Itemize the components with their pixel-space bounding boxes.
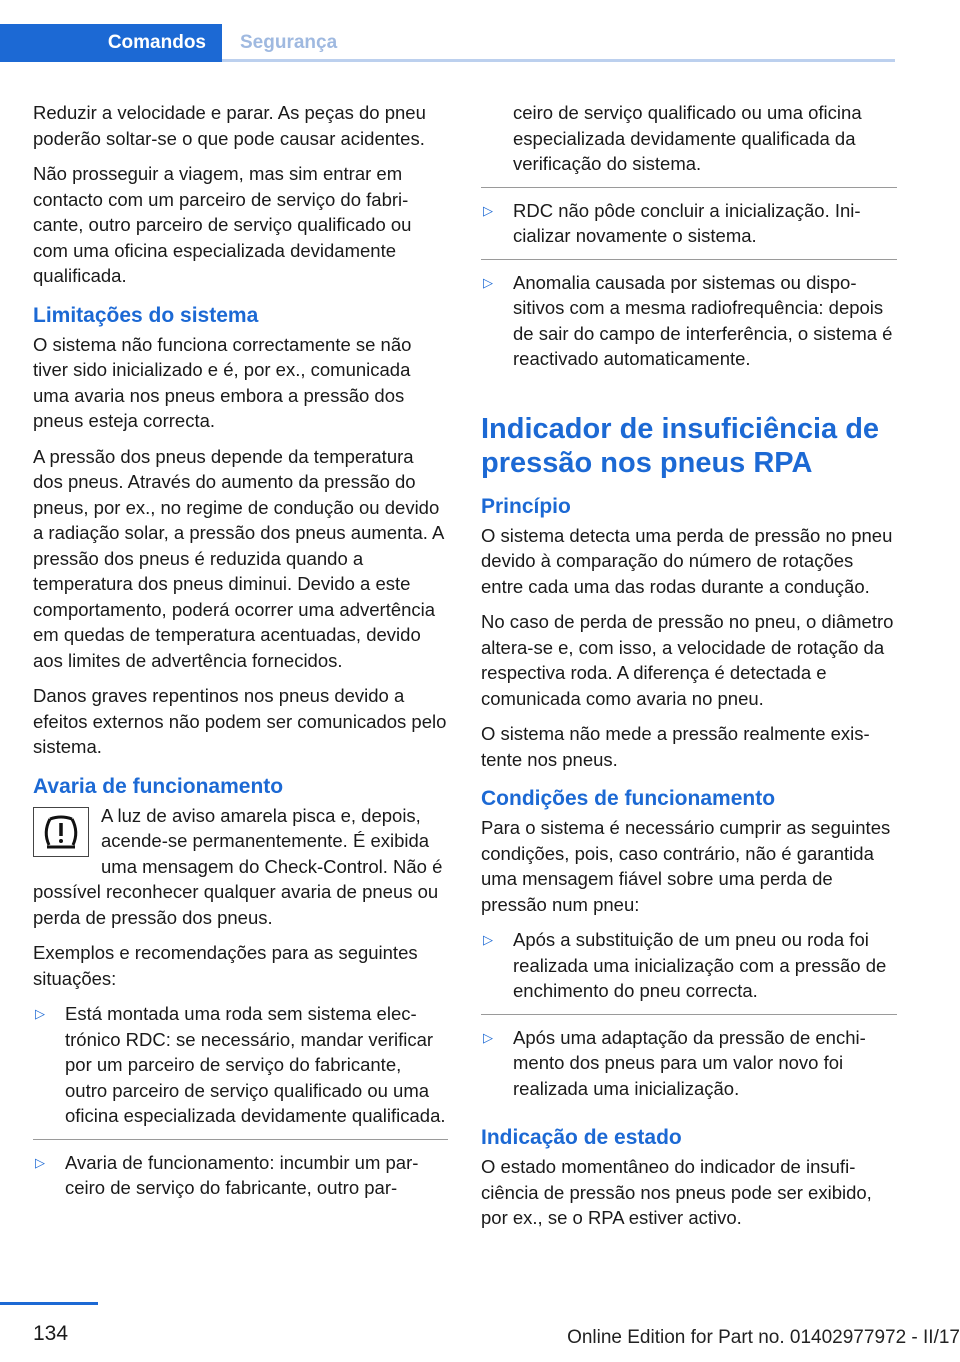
list-item: ▷ Está montada uma roda sem sistema electrónico RDC: se necessário, mandar verificar por um parceiro de serviço do fabricante, outro parceiro de serviço qualificado ou uma oficina especializada devidamente qualificada. — [33, 1001, 448, 1140]
heading-limitacoes: Limitações do sistema — [33, 303, 259, 327]
list-item-continuation: ceiro de serviço qualificado ou uma oficina especializada devidamente qualificada da verificação do sistema. — [481, 100, 897, 188]
heading-rpa: Indicador de insuficiência de pressão nos pneus RPA — [481, 412, 880, 479]
triangle-bullet-icon: ▷ — [35, 1006, 45, 1021]
right-column — [481, 100, 897, 1241]
bullet-list — [481, 927, 897, 1111]
paragraph: O estado momentâneo do indicador de insuficiência de pressão nos pneus pode ser exibido, por ex., se o RPA estiver activo. — [481, 1156, 872, 1228]
footer-rule — [0, 1302, 98, 1305]
triangle-bullet-icon: ▷ — [35, 1154, 45, 1170]
paragraph: A luz de aviso amarela pisca e, depois, acende-se permanentemente. É exibida uma mensagem do Check-Control. Não é possível reconhecer qualquer avaria de pneus ou perda de pressão dos pneus. — [33, 804, 443, 928]
tab-comandos[interactable]: Comandos — [0, 24, 222, 62]
paragraph: O sistema não mede a pressão realmente existente nos pneus. — [481, 723, 870, 770]
heading-indicacao: Indicação de estado — [481, 1126, 682, 1149]
triangle-bullet-icon: ▷ — [483, 274, 493, 290]
heading-avaria: Avaria de funcionamento — [33, 774, 284, 798]
paragraph: Não prosseguir a viagem, mas sim entrar em contacto com um parceiro de serviço do fabricante, outro parceiro de serviço qualificado ou com uma oficina especializada devidamente qualificada. — [33, 163, 412, 286]
bullet-list — [481, 198, 897, 382]
paragraph: No caso de perda de pressão no pneu, o diâmetro altera-se e, com isso, a velocidade de rotação da respectiva roda. A diferença é detectada e comunicada como avaria no pneu. — [481, 611, 894, 709]
list-item: ▷ Avaria de funcionamento: incumbir um parceiro de serviço do fabricante, outro par- — [35, 1151, 419, 1198]
tire-pressure-warning-icon — [33, 807, 89, 857]
heading-condicoes: Condições de funcionamento — [481, 787, 776, 810]
list-item: ▷ Após a substituição de um pneu ou roda foi realizada uma inicialização com a pressão de enchimento do pneu correcta. — [481, 927, 897, 1015]
paragraph: O sistema não funciona correctamente se não tiver sido inicializado e é, por ex., comunicada uma avaria nos pneus embora a pressão dos pneus esteja correcta. — [33, 333, 412, 431]
triangle-bullet-icon: ▷ — [483, 932, 493, 947]
header-divider — [222, 59, 895, 62]
list-item: ▷ Anomalia causada por sistemas ou dispositivos com a mesma radiofrequência: depois de sair do campo de interferência, o sistema é reactivado automaticamente. — [483, 271, 893, 369]
paragraph: A pressão dos pneus depende da temperatura dos pneus. Através do aumento da pressão do pneus, por ex., no regime de condução ou devido a radiação solar, a pressão dos pneus aumenta. A pressão dos pneus é reduzida quando a temperatura dos pneus diminui. Devido a este comportamento, poderá ocorrer uma advertência em quedas de temperatura acentuadas, devido aos limites de advertência fornecidos. — [33, 445, 444, 671]
triangle-bullet-icon: ▷ — [483, 202, 493, 218]
triangle-bullet-icon: ▷ — [483, 1029, 493, 1045]
tab-seguranca[interactable]: Segurança — [240, 32, 338, 53]
list-item: ▷ Após uma adaptação da pressão de enchimento dos pneus para um valor novo foi realizada uma inicialização. — [483, 1026, 866, 1099]
paragraph: Reduzir a velocidade e parar. As peças do pneu poderão soltar-se o que pode causar acidentes. — [33, 102, 426, 149]
list-item: ▷ RDC não pôde concluir a inicialização. Inicializar novamente o sistema. — [481, 198, 897, 260]
heading-principio: Princípio — [481, 494, 571, 518]
edition-label: Online Edition for Part no. 01402977972 - II/17 — [567, 1327, 960, 1348]
page-number: 134 — [33, 1322, 69, 1345]
paragraph: Exemplos e recomendações para as seguintes situações: — [33, 942, 418, 989]
bullet-list — [33, 1001, 448, 1211]
left-column — [33, 100, 448, 1221]
paragraph: Para o sistema é necessário cumprir as seguintes condições, pois, caso contrário, não é garantida uma mensagem fiável sobre uma perda de pressão num pneu: — [481, 817, 891, 915]
paragraph: O sistema detecta uma perda de pressão no pneu devido à comparação do número de rotações entre cada uma das rodas durante a condução. — [481, 524, 893, 597]
header-tabs — [0, 24, 895, 62]
paragraph: Danos graves repentinos nos pneus devido a efeitos externos não podem ser comunicados pelo sistema. — [33, 685, 447, 757]
